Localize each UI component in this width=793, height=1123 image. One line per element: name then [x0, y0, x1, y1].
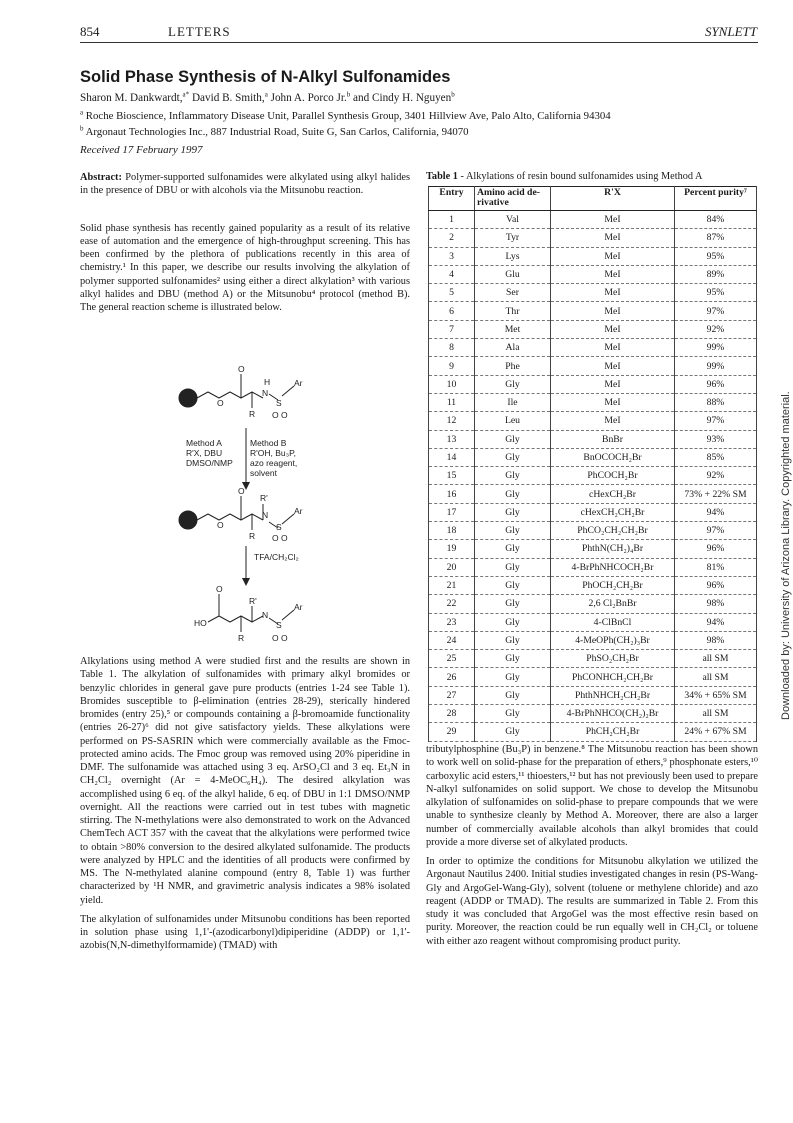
cell-reagent: MeI — [551, 265, 675, 283]
table-row — [429, 522, 757, 540]
s3-hydroxyl: HO — [194, 618, 207, 628]
cell-purity: 81% — [675, 558, 757, 576]
chain-3 — [208, 616, 263, 622]
table-1-caption — [426, 171, 703, 182]
author-3: John A. Porco Jr. — [267, 92, 347, 104]
sar-bond-1 — [282, 386, 294, 396]
method-a-line-1: Method A — [186, 438, 222, 448]
cell-purity: 96% — [675, 375, 757, 393]
cell-purity: 98% — [675, 631, 757, 649]
cell-reagent: MeI — [551, 247, 675, 265]
cell-purity: 99% — [675, 357, 757, 375]
cell-reagent: 4-MeOPh(CH₂)₃Br — [551, 631, 675, 649]
s2-nitrogen: N — [262, 510, 269, 520]
cell-entry: 3 — [429, 247, 475, 265]
cell-amino-acid: Gly — [475, 595, 551, 613]
cell-entry: 29 — [429, 723, 475, 741]
cell-purity: 95% — [675, 284, 757, 302]
table-row — [429, 229, 757, 247]
header-entry: Entry — [429, 187, 475, 211]
s3-r-prime: R' — [249, 596, 257, 606]
cleavage-reagent: TFA/CH₂Cl₂ — [254, 552, 299, 562]
table-row — [429, 393, 757, 411]
table-row — [429, 503, 757, 521]
cell-reagent: 2,6 Cl₂BnBr — [551, 595, 675, 613]
cell-reagent: MeI — [551, 211, 675, 229]
s2-sulfur: S — [276, 522, 282, 532]
author-1-mark: a* — [182, 90, 190, 99]
table-row — [429, 595, 757, 613]
cell-reagent: 4-BrPhNHCO(CH₂)₂Br — [551, 705, 675, 723]
cell-amino-acid: Ser — [475, 284, 551, 302]
cell-purity: 92% — [675, 320, 757, 338]
cell-entry: 4 — [429, 265, 475, 283]
cell-amino-acid: Gly — [475, 522, 551, 540]
cell-purity: 96% — [675, 540, 757, 558]
cell-reagent: 4-ClBnCl — [551, 613, 675, 631]
cell-amino-acid: Gly — [475, 503, 551, 521]
table-row — [429, 412, 757, 430]
table-row — [429, 576, 757, 594]
right-paragraph-1: tributylphosphine (Bu₃P) in benzene.⁸ The Mitsunobu reaction has been shown to work well on solid-phase for the preparation of ethers,⁹ phosphonate esters,¹⁰ carboxylic acid esters,¹¹ thioesters,¹² but has not previously been used to prepare N-alkyl sulfonamides on solid support. We chose to develop the Mitsunobu alkylation of sulfonamides on solid-phase to prepare compounds that we were unable to synthesize cleanly by Method A. Moreover, there are also a larger number of commercially available alcohols than alkyl bromides that could provide a more diverse set of alkylated products. — [426, 744, 758, 848]
cell-amino-acid: Met — [475, 320, 551, 338]
author-2: David B. Smith, — [189, 92, 265, 104]
s3-oxygen: O — [216, 584, 223, 594]
cell-reagent: MeI — [551, 320, 675, 338]
s2-aryl: Ar — [294, 506, 303, 516]
cell-purity: 95% — [675, 247, 757, 265]
cell-amino-acid: Gly — [475, 613, 551, 631]
header-amino-acid: Amino acid de-rivative — [475, 187, 551, 211]
cell-amino-acid: Gly — [475, 430, 551, 448]
cell-entry: 5 — [429, 284, 475, 302]
table-1 — [428, 186, 757, 742]
method-b-line-1: Method B — [250, 438, 287, 448]
cell-purity: all SM — [675, 705, 757, 723]
cell-entry: 7 — [429, 320, 475, 338]
header-purity: Percent purity⁷ — [675, 187, 757, 211]
cell-purity: 84% — [675, 211, 757, 229]
cell-reagent: BnOCOCH₂Br — [551, 448, 675, 466]
cell-entry: 13 — [429, 430, 475, 448]
right-paragraph-2: In order to optimize the conditions for Mitsunobu alkylation we utilized the Argonaut Nautilus 2400. Initial studies investigated changes in resin (PS-Wang-Gly and ArgoGel-Wang-Gly), solvent (toluene or methylene chloride) and azo reagent (ADDP or TMAD). The results are summarized in Table 2. From this study it was concluded that ArgoGel was the most effective resin based on purity. Moreover, the reaction could be run equally well in CH₂Cl₂ or toluene with either azo reagent without compromising product purity. — [426, 856, 758, 947]
cell-reagent: PhthN(CH₂)₄Br — [551, 540, 675, 558]
cell-amino-acid: Gly — [475, 723, 551, 741]
s1-sulfur: S — [276, 398, 282, 408]
cell-purity: 73% + 22% SM — [675, 485, 757, 503]
table-body — [429, 211, 757, 742]
cell-entry: 25 — [429, 650, 475, 668]
cell-amino-acid: Gly — [475, 448, 551, 466]
cell-purity: 94% — [675, 613, 757, 631]
cell-entry: 18 — [429, 522, 475, 540]
cell-amino-acid: Gly — [475, 467, 551, 485]
cell-amino-acid: Glu — [475, 265, 551, 283]
mitsunobu-paragraph: The alkylation of sulfonamides under Mitsunobu conditions has been reported in solution phase using 1,1'-(azodicarbonyl)dipiperidine (ADDP) or 1,1'-azobis(N,N-dimethylformamide) (TMAD) with — [80, 913, 410, 952]
s3-r-group: R — [238, 633, 245, 643]
cell-purity: all SM — [675, 668, 757, 686]
abstract-label: Abstract: — [80, 172, 122, 183]
affiliation-b-mark: b — [80, 124, 84, 133]
s1-aryl: Ar — [294, 378, 303, 388]
cell-reagent: MeI — [551, 375, 675, 393]
s2-r-group: R — [249, 531, 256, 541]
header-reagent: R'X — [551, 187, 675, 211]
cell-entry: 27 — [429, 686, 475, 704]
table-row — [429, 540, 757, 558]
affiliation-b — [80, 126, 469, 138]
table-1-label: Table 1 — [426, 171, 458, 182]
cell-amino-acid: Lys — [475, 247, 551, 265]
cell-amino-acid: Phe — [475, 357, 551, 375]
affiliation-b-text: Argonaut Technologies Inc., 887 Industrial Road, Suite G, San Carlos, California, 94070 — [83, 126, 469, 138]
s1-nitrogen: N — [262, 388, 269, 398]
table-row — [429, 705, 757, 723]
cell-entry: 15 — [429, 467, 475, 485]
cell-purity: 88% — [675, 393, 757, 411]
cell-entry: 16 — [429, 485, 475, 503]
cell-entry: 28 — [429, 705, 475, 723]
table-header-row — [429, 187, 757, 211]
s3-aryl: Ar — [294, 602, 303, 612]
table-row — [429, 448, 757, 466]
cell-amino-acid: Thr — [475, 302, 551, 320]
cell-reagent: MeI — [551, 412, 675, 430]
cell-entry: 2 — [429, 229, 475, 247]
table-row — [429, 211, 757, 229]
cell-entry: 24 — [429, 631, 475, 649]
s3-sulfur: S — [276, 620, 282, 630]
cell-amino-acid: Gly — [475, 558, 551, 576]
cell-amino-acid: Gly — [475, 576, 551, 594]
cell-purity: 85% — [675, 448, 757, 466]
cell-amino-acid: Gly — [475, 668, 551, 686]
sar-bond-3 — [282, 610, 294, 620]
table-row — [429, 284, 757, 302]
author-4: and Cindy H. Nguyen — [350, 92, 452, 104]
cell-entry: 20 — [429, 558, 475, 576]
results-paragraph: Alkylations using method A were studied first and the results are shown in Table 1. The alkylation of sulfonamides with primary alkyl bromides or benzylic chlorides in general gave pure products (entries 1-24 see Table 1). Bromides susceptible to β-elimination (entries 28-29), sterically hindered bromides (entry 25),⁵ or compounds containing a β-bromoamide functionality (entries 26-27)⁶ did not give satisfactory yields. These alkylations were performed on PS-SASRIN which were commercially available as the Fmoc-protected amino acids. The Fmoc group was removed using 20% piperidine in DMF. The sulfonamide was attached using 3 eq. ArSO₂Cl and 3 eq. Et₃N in CH₂Cl₂ overnight (Ar = 4-MeOC₆H₄). The desired alkylation was accomplished using 6 eq. of the alkyl halide, 6 eq. of DBU in 1:1 DMSO/NMP overnight. All the reactions were carried out in test tubes with magnetic stirring. The N-methylations were also demonstrated to work on the Advanced ChemTech ACT 357 with the caveat that the alkylations were performed twice to obtain >80% conversion to the desired alkylated sulfonamide. The products were analyzed by HPLC and the identities of all products were confirmed by MS. The N-methylated alanine compound (entry 8, Table 1) was further characterized by ¹H NMR, and gravimetric analysis indicates a 98% isolated yield. — [80, 656, 410, 906]
cell-amino-acid: Leu — [475, 412, 551, 430]
method-a-line-2: R'X, DBU — [186, 448, 223, 458]
cell-reagent: PhOCH₂CH₂Br — [551, 576, 675, 594]
table-row — [429, 668, 757, 686]
cell-purity: 97% — [675, 412, 757, 430]
cell-entry: 6 — [429, 302, 475, 320]
right-column-text — [426, 743, 758, 954]
article-title: Solid Phase Synthesis of N-Alkyl Sulfonamides — [80, 68, 451, 86]
arrow-2-head — [242, 578, 250, 586]
method-b-line-3: azo reagent, — [250, 458, 298, 468]
reaction-scheme — [172, 364, 342, 646]
cell-reagent: MeI — [551, 357, 675, 375]
table-row — [429, 265, 757, 283]
cell-entry: 1 — [429, 211, 475, 229]
cell-reagent: PhCO₂CH₂CH₂Br — [551, 522, 675, 540]
method-b-line-2: R'OH, Bu₃P, — [250, 448, 297, 458]
abstract — [80, 171, 410, 198]
cell-purity: 93% — [675, 430, 757, 448]
cell-purity: 89% — [675, 265, 757, 283]
s3-nitrogen: N — [262, 610, 269, 620]
cell-amino-acid: Val — [475, 211, 551, 229]
journal-name: SYNLETT — [704, 24, 757, 39]
cell-purity: 92% — [675, 467, 757, 485]
cell-amino-acid: Tyr — [475, 229, 551, 247]
s2-ester-oxygen: O — [217, 520, 224, 530]
table-row — [429, 558, 757, 576]
table-row — [429, 650, 757, 668]
page-number: 854 — [80, 24, 100, 39]
s2-sulfonyl-oxygens: O O — [272, 533, 288, 543]
cell-reagent: cHexCH₂Br — [551, 485, 675, 503]
cell-amino-acid: Gly — [475, 705, 551, 723]
author-4-mark: b — [451, 90, 455, 99]
cell-entry: 21 — [429, 576, 475, 594]
cell-entry: 17 — [429, 503, 475, 521]
table-row — [429, 485, 757, 503]
cell-reagent: PhCOCH₂Br — [551, 467, 675, 485]
table-row — [429, 247, 757, 265]
sar-bond-2 — [282, 514, 294, 524]
method-b-line-4: solvent — [250, 468, 277, 478]
cell-amino-acid: Ile — [475, 393, 551, 411]
cell-purity: 99% — [675, 339, 757, 357]
section-label: LETTERS — [168, 24, 231, 39]
table-row — [429, 320, 757, 338]
cell-purity: 94% — [675, 503, 757, 521]
cell-reagent: PhCH₂CH₂Br — [551, 723, 675, 741]
author-2-mark: a — [264, 90, 268, 99]
received-date: Received 17 February 1997 — [80, 144, 203, 156]
s1-r-group: R — [249, 409, 256, 419]
cell-reagent: PhthNHCH₂CH₂Br — [551, 686, 675, 704]
cell-reagent: MeI — [551, 302, 675, 320]
cell-amino-acid: Gly — [475, 375, 551, 393]
resin-bead-2 — [179, 511, 197, 529]
cell-purity: 97% — [675, 522, 757, 540]
cell-entry: 19 — [429, 540, 475, 558]
table-row — [429, 375, 757, 393]
cell-purity: 34% + 65% SM — [675, 686, 757, 704]
affiliation-a-mark: a — [80, 108, 84, 117]
cell-entry: 9 — [429, 357, 475, 375]
cell-reagent: PhSO₂CH₂Br — [551, 650, 675, 668]
chain-2 — [197, 514, 263, 520]
cell-reagent: cHexCH₂CH₂Br — [551, 503, 675, 521]
cell-reagent: 4-BrPhNHCOCH₂Br — [551, 558, 675, 576]
chain-1 — [197, 392, 263, 398]
left-column-top — [80, 171, 410, 320]
cell-amino-acid: Gly — [475, 650, 551, 668]
cell-reagent: MeI — [551, 229, 675, 247]
affiliation-a — [80, 110, 611, 122]
method-a-line-3: DMSO/NMP — [186, 458, 233, 468]
table-row — [429, 302, 757, 320]
cell-purity: 24% + 67% SM — [675, 723, 757, 741]
cell-entry: 11 — [429, 393, 475, 411]
intro-paragraph: Solid phase synthesis has recently gained popularity as a result of its relative ease of automation and the emergence of high-throughput screening. This has been confirmed by the plethora of publications recently in this area of chemistry.¹ In this paper, we describe our results involving the alkylation of polymer supported sulfonamides² using either a direct alkylation³ with various alkyl halides and DBU (method A) or the Mitsunobu⁴ protocol (method B). The general reaction scheme is illustrated below. — [80, 222, 410, 313]
cell-amino-acid: Gly — [475, 540, 551, 558]
s2-r-prime: R' — [260, 493, 268, 503]
s3-sulfonyl-oxygens: O O — [272, 633, 288, 643]
table-row — [429, 357, 757, 375]
cell-purity: all SM — [675, 650, 757, 668]
cell-amino-acid: Gly — [475, 485, 551, 503]
s1-sulfonyl-oxygens: O O — [272, 410, 288, 420]
table-1-caption-text: - Alkylations of resin bound sulfonamides using Method A — [457, 171, 703, 182]
cell-entry: 26 — [429, 668, 475, 686]
s1-hydrogen: H — [264, 377, 271, 387]
cell-reagent: MeI — [551, 284, 675, 302]
table-row — [429, 430, 757, 448]
resin-bead-1 — [179, 389, 197, 407]
cell-entry: 23 — [429, 613, 475, 631]
author-list — [80, 92, 455, 104]
s1-ester-oxygen: O — [217, 398, 224, 408]
left-column-bottom — [80, 655, 410, 959]
affiliation-a-text: Roche Bioscience, Inflammatory Disease Unit, Parallel Synthesis Group, 3401 Hillview Ave, Palo Alto, California 94304 — [83, 110, 611, 122]
cell-reagent: BnBr — [551, 430, 675, 448]
s1-oxygen: O — [238, 364, 245, 374]
cell-purity: 96% — [675, 576, 757, 594]
cell-entry: 8 — [429, 339, 475, 357]
download-notice: Downloaded by: University of Arizona Library. Copyrighted material. — [780, 391, 792, 720]
cell-entry: 14 — [429, 448, 475, 466]
cell-purity: 87% — [675, 229, 757, 247]
abstract-text: Polymer-supported sulfonamides were alkylated using alkyl halides in the presence of DBU or with alcohols via the Mitsunobu reaction. — [80, 172, 410, 197]
cell-entry: 22 — [429, 595, 475, 613]
s2-oxygen: O — [238, 486, 245, 496]
cell-reagent: PhCONHCH₂CH₂Br — [551, 668, 675, 686]
table-row — [429, 339, 757, 357]
author-1: Sharon M. Dankwardt, — [80, 92, 183, 104]
cell-purity: 98% — [675, 595, 757, 613]
table-row — [429, 723, 757, 741]
cell-amino-acid: Gly — [475, 686, 551, 704]
table-row — [429, 467, 757, 485]
header-rule — [80, 42, 758, 43]
cell-amino-acid: Gly — [475, 631, 551, 649]
cell-purity: 97% — [675, 302, 757, 320]
cell-amino-acid: Ala — [475, 339, 551, 357]
table-row — [429, 631, 757, 649]
author-3-mark: b — [346, 90, 351, 99]
cell-reagent: MeI — [551, 393, 675, 411]
cell-entry: 12 — [429, 412, 475, 430]
cell-reagent: MeI — [551, 339, 675, 357]
cell-entry: 10 — [429, 375, 475, 393]
table-row — [429, 613, 757, 631]
table-row — [429, 686, 757, 704]
